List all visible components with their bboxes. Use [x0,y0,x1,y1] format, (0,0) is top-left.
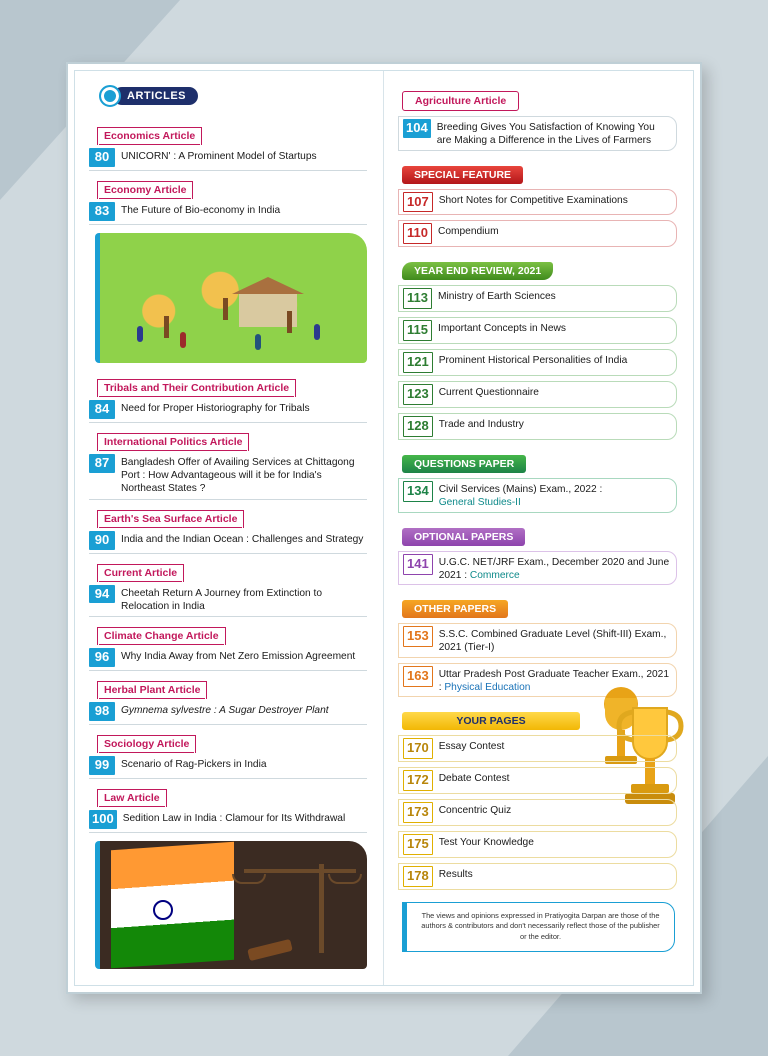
page-number: 172 [403,770,433,791]
category-climate-change: Climate Change Article [97,627,226,645]
toc-entry[interactable] [398,381,677,408]
toc-entry[interactable] [398,285,677,312]
toc-entry[interactable] [89,202,367,225]
entry-title: Gymnema sylvestre : A Sugar Destroyer Plant [121,704,329,716]
ashoka-chakra-icon [153,900,173,920]
scale-stand-shape [319,864,324,954]
scale-pan-right [328,874,362,884]
entry-subtitle: Commerce [469,569,520,581]
page-number: 104 [403,119,431,138]
category-law: Law Article [97,789,167,807]
page-number: 107 [403,192,433,213]
category-herbal-plant: Herbal Plant Article [97,681,207,699]
right-column [384,71,693,985]
entry-main-title: Civil Services (Mains) Exam., 2022 : [438,484,603,496]
entry-title: Breeding Gives You Satisfaction of Knowing You are Making a Difference in the Lives of Farmers [436,122,655,147]
scale-bar-shape [244,869,356,873]
entry-title: Trade and Industry [438,419,524,431]
section-heading-optional-papers: OPTIONAL PAPERS [402,528,525,546]
articles-title: ARTICLES [113,87,198,105]
entry-title: Current Questionnaire [438,387,539,399]
category-tribals: Tribals and Their Contribution Article [97,379,296,397]
page-number: 83 [89,202,115,221]
entry-title [439,554,672,583]
page-number: 99 [89,756,115,775]
toc-entry[interactable] [89,810,367,833]
entry-title: Ministry of Earth Sciences [437,291,556,303]
entry-title: Results [438,868,473,880]
entry-title: Need for Proper Historiography for Tribals [121,402,310,414]
entry-subtitle: General Studies-II [438,497,521,509]
page-number: 178 [403,866,433,887]
section-heading-year-end-review: YEAR END REVIEW, 2021 [402,262,553,280]
toc-entry[interactable] [89,585,367,618]
page-number: 123 [403,384,433,405]
toc-entry[interactable] [89,148,367,171]
page-number: 90 [89,531,115,550]
toc-entry[interactable] [89,648,367,671]
entry-title: Short Notes for Competitive Examinations [438,194,628,206]
toc-entry[interactable] [398,767,677,794]
toc-entry[interactable] [398,831,677,858]
entry-title: Why India Away from Net Zero Emission Agreement [121,651,356,662]
toc-entry[interactable] [89,454,367,500]
toc-entry[interactable] [89,531,367,554]
page-number: 170 [403,738,433,759]
toc-entry[interactable] [398,116,677,151]
section-heading-other-papers: OTHER PAPERS [402,600,508,618]
toc-entry[interactable] [398,478,677,513]
category-current: Current Article [97,564,184,582]
entry-main-title: U.G.C. NET/JRF Exam., December 2020 and June 2021 : [438,556,670,581]
entry-title: Test Your Knowledge [438,836,534,848]
entry-subtitle: Physical Education [444,681,531,693]
articles-section-header [99,85,373,107]
page-number: 110 [403,223,432,244]
toc-entry[interactable] [398,349,677,376]
entry-title: Compendium [437,226,499,238]
entry-title: Prominent Historical Personalities of India [438,355,628,367]
scale-pan-left [232,874,266,884]
section-heading-agriculture: Agriculture Article [402,91,519,111]
category-economy: Economy Article [97,181,193,199]
disclaimer-text: The views and opinions expressed in Pratiyogita Darpan are those of the authors & contributors and don't necessarily reflect those of the publisher or the editor. [402,902,675,952]
toc-entry[interactable] [398,623,677,658]
village-illustration [95,233,367,363]
page-number: 84 [89,400,115,419]
entry-title: Important Concepts in News [437,323,566,335]
page-number: 87 [89,454,115,473]
entry-title [439,481,672,510]
page-number: 80 [89,148,115,167]
entry-title: UNICORN' : A Prominent Model of Startups [121,151,317,162]
category-sociology: Sociology Article [97,735,196,753]
toc-entry[interactable] [398,863,677,890]
page-number: 98 [89,702,115,721]
category-international-politics: International Politics Article [97,433,249,451]
entry-title: S.S.C. Combined Graduate Level (Shift-III) Exam., 2021 (Tier-I) [438,629,667,654]
toc-entry[interactable] [398,189,677,216]
page-number: 100 [89,810,117,829]
gavel-icon [247,939,293,961]
page-number: 134 [403,481,433,502]
page-number: 94 [89,585,115,604]
toc-entry[interactable] [398,799,677,826]
bullet-dot-icon [99,85,121,107]
toc-entry[interactable] [398,220,677,247]
entry-title: Sedition Law in India : Clamour for Its Withdrawal [122,812,346,824]
entry-title: Essay Contest [438,741,505,753]
entry-title: Scenario of Rag-Pickers in India [121,758,267,770]
section-heading-special-feature: SPECIAL FEATURE [402,166,523,184]
page-number: 153 [403,626,433,647]
page-number: 173 [403,802,433,823]
section-heading-your-pages: YOUR PAGES [402,712,580,730]
left-column [75,71,384,985]
indian-flag-and-justice-scale-photo [95,841,367,969]
page-number: 163 [403,666,433,687]
page-number: 128 [403,416,433,437]
page-number: 121 [403,352,433,373]
toc-entry[interactable] [89,756,367,779]
entry-title: India and the Indian Ocean : Challenges and Strategy [121,533,364,545]
entry-title: Bangladesh Offer of Availing Services at Chittagong Port : How Advantageous will it be for India's Northeast States ? [121,456,355,495]
entry-title: Cheetah Return A Journey from Extinction to Relocation in India [121,587,323,612]
section-heading-questions-paper: QUESTIONS PAPER [402,455,526,473]
entry-title: Concentric Quiz [438,804,512,816]
toc-entry[interactable] [398,317,677,344]
page-number: 141 [403,554,433,575]
page-number: 113 [403,288,432,309]
page-number: 115 [403,320,432,341]
toc-entry[interactable] [398,413,677,440]
category-earths-sea-surface: Earth's Sea Surface Article [97,510,244,528]
entry-main-title: Uttar Pradesh Post Graduate Teacher Exam., 2021 : [438,668,669,693]
entry-title: The Future of Bio-economy in India [121,204,281,216]
magazine-contents-page [66,62,702,994]
toc-entry[interactable] [398,735,677,762]
toc-entry[interactable] [398,551,677,586]
page-number: 96 [89,648,115,667]
toc-entry[interactable] [89,702,367,725]
entry-title: Debate Contest [438,773,510,784]
toc-entry[interactable] [89,400,367,423]
category-economics: Economics Article [97,127,202,145]
indian-flag-icon [111,842,234,968]
page-number: 175 [403,834,433,855]
